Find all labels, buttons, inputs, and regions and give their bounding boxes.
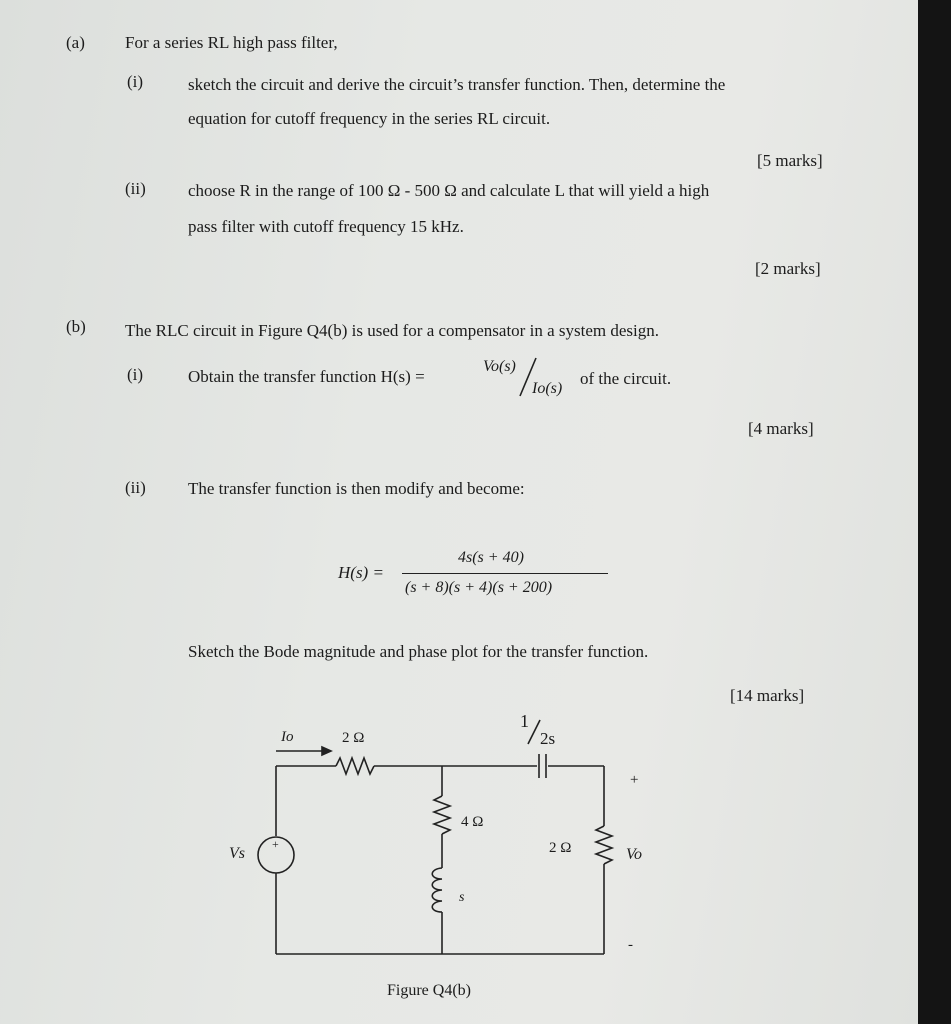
part-b-i-frac-num: Vo(s): [483, 358, 516, 375]
part-a-ii-line2: pass filter with cutoff frequency 15 kHz.: [188, 217, 464, 236]
part-a-label: (a): [66, 33, 85, 52]
part-b-i-frac-den: Io(s): [532, 380, 563, 397]
r1-label: 2 Ω: [342, 730, 365, 746]
hs-numerator: 4s(s + 40): [458, 549, 524, 566]
figure-caption: Figure Q4(b): [387, 982, 471, 999]
current-label: Io: [281, 729, 294, 745]
part-a-i-label: (i): [127, 72, 144, 91]
r-mid-label: 4 Ω: [461, 814, 484, 830]
part-a-ii-marks: [2 marks]: [755, 259, 821, 278]
part-a-i-marks: [5 marks]: [757, 151, 823, 170]
part-a-ii-line1: choose R in the range of 100 Ω - 500 Ω and calculate L that will yield a high: [188, 181, 710, 200]
part-b-ii-text: The transfer function is then modify and become:: [188, 479, 525, 498]
part-b-ii-label: (ii): [125, 478, 146, 497]
inductor-label: s: [459, 890, 465, 905]
part-a-ii-label: (ii): [125, 179, 146, 198]
source-label: Vs: [229, 845, 245, 862]
cap-label-slash: [528, 720, 540, 744]
current-arrow-head: [322, 747, 331, 755]
resistor-4ohm-zigzag: [434, 796, 450, 834]
hs-denominator: (s + 8)(s + 4)(s + 200): [405, 579, 553, 596]
hs-lhs: H(s) =: [338, 563, 384, 582]
part-b-i-frac-slash: [520, 358, 536, 396]
out-label: Vo: [626, 846, 642, 863]
resistor-2ohm-zigzag: [336, 758, 374, 774]
part-a-i-line2: equation for cutoff frequency in the series RL circuit.: [188, 109, 551, 128]
part-b-intro: The RLC circuit in Figure Q4(b) is used for a compensator in a system design.: [125, 321, 659, 340]
part-a-i-line1: sketch the circuit and derive the circuit’s transfer function. Then, determine the: [188, 75, 726, 94]
part-b-ii-instruction: Sketch the Bode magnitude and phase plot for the transfer function.: [188, 642, 649, 661]
part-a-intro: For a series RL high pass filter,: [125, 33, 338, 52]
out-plus: +: [630, 772, 639, 788]
r-out-label: 2 Ω: [549, 840, 572, 856]
cap-label-num: 1: [520, 711, 529, 731]
part-b-i-marks: [4 marks]: [748, 419, 814, 438]
resistor-out-zigzag: [596, 826, 612, 864]
part-b-i-label: (i): [127, 365, 144, 384]
part-b-ii-marks: [14 marks]: [730, 686, 805, 705]
part-b-i-text-after: of the circuit.: [580, 369, 672, 388]
cap-label-den: 2s: [540, 729, 556, 748]
part-b-label: (b): [66, 317, 86, 336]
source-plus: +: [272, 837, 279, 851]
inductor-coil: [432, 868, 442, 912]
part-b-i-text: Obtain the transfer function H(s) =: [188, 367, 425, 386]
out-minus: -: [628, 937, 633, 953]
